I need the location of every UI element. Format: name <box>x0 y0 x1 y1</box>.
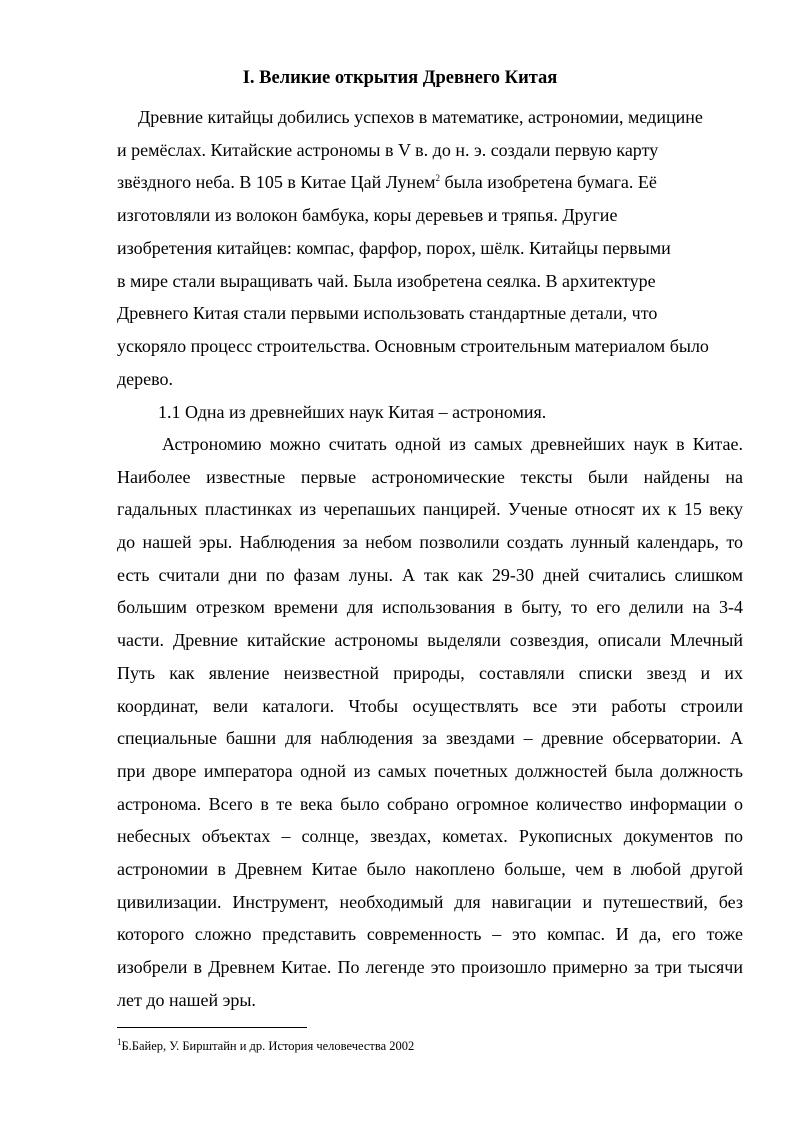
text-line: до нашей эры. Наблюдения за небом позволили создать лунный календарь, то <box>117 532 743 553</box>
intro-paragraph <box>117 101 743 395</box>
text-line: Наиболее известные первые астрономические тексты были найдены на <box>117 466 743 487</box>
text-line: части. Древние китайские астрономы выделяли созвездия, описали Млечный <box>117 630 743 651</box>
text-line: в мире стали выращивать чай. Была изобретена сеялка. В архитектуре <box>117 270 656 291</box>
footnote-reference: 2 <box>435 173 440 184</box>
astronomy-paragraph <box>117 428 743 1016</box>
text-fragment: звёздного неба. В 105 в Китае Цай Лунем <box>117 172 436 193</box>
text-line: Древние китайцы добились успехов в математике, астрономии, медицине <box>138 107 703 127</box>
text-line: Путь как явление неизвестной природы, составляли списки звезд и их <box>117 662 743 683</box>
text-line: изготовляли из волокон бамбука, коры деревьев и тряпья. Другие <box>117 205 618 226</box>
text-line: дерево. <box>117 368 174 389</box>
text-line: есть считали дни по фазам луны. А так как 29-30 дней считались слишком <box>117 564 743 585</box>
text-line: цивилизации. Инструмент, необходимый для навигации и путешествий, без <box>117 891 743 912</box>
text-line: и ремёслах. Китайские астрономы в V в. до н. э. создали первую карту <box>117 139 659 160</box>
text-fragment: была изобретена бумага. Её <box>439 172 657 193</box>
text-line: специальные башни для наблюдения за звездами – древние обсерватории. А <box>117 728 743 749</box>
footnote-text: Б.Байер, У. Бирштайн и др. История человечества 2002 <box>121 1039 415 1053</box>
text-line: изобретения китайцев: компас, фарфор, порох, шёлк. Китайцы первыми <box>117 237 671 258</box>
text-line: гадальных пластинках из черепашьих панцирей. Ученые относят их к 15 веку <box>117 499 743 520</box>
text-line: большим отрезком времени для использования в быту, то его делили на 3-4 <box>117 597 743 618</box>
text-line: ускоряло процесс строительства. Основным строительным материалом было <box>117 335 709 356</box>
footnote <box>117 1038 414 1054</box>
text-line: астронома. Всего в те века было собрано огромное количество информации о <box>117 793 743 814</box>
text-line: координат, вели каталоги. Чтобы осуществлять все эти работы строили <box>117 695 743 716</box>
text-line <box>117 166 743 199</box>
page-title: I. Великие открытия Древнего Китая <box>242 68 558 88</box>
text-line: лет до нашей эры. <box>117 989 256 1010</box>
text-line: которого сложно представить современность – это компас. И да, его тоже <box>117 924 743 945</box>
text-line: Древнего Китая стали первыми использовать стандартные детали, что <box>117 303 658 324</box>
text-line: астрономии в Древнем Китае было накоплено больше, чем в любой другой <box>117 858 743 879</box>
footnote-divider <box>117 1027 307 1028</box>
section-heading: 1.1 Одна из древнейших наук Китая – астрономия. <box>158 402 547 422</box>
text-line: небесных объектах – солнце, звездах, кометах. Рукописных документов по <box>117 826 743 847</box>
text-line: при дворе императора одной из самых почетных должностей была должность <box>117 760 743 781</box>
text-line: Астрономию можно считать одной из самых древнейших наук в Китае. <box>162 434 743 454</box>
footnote-mark: 1 <box>117 1036 122 1047</box>
text-line: изобрели в Древнем Китае. По легенде это произошло примерно за три тысячи <box>117 957 743 977</box>
